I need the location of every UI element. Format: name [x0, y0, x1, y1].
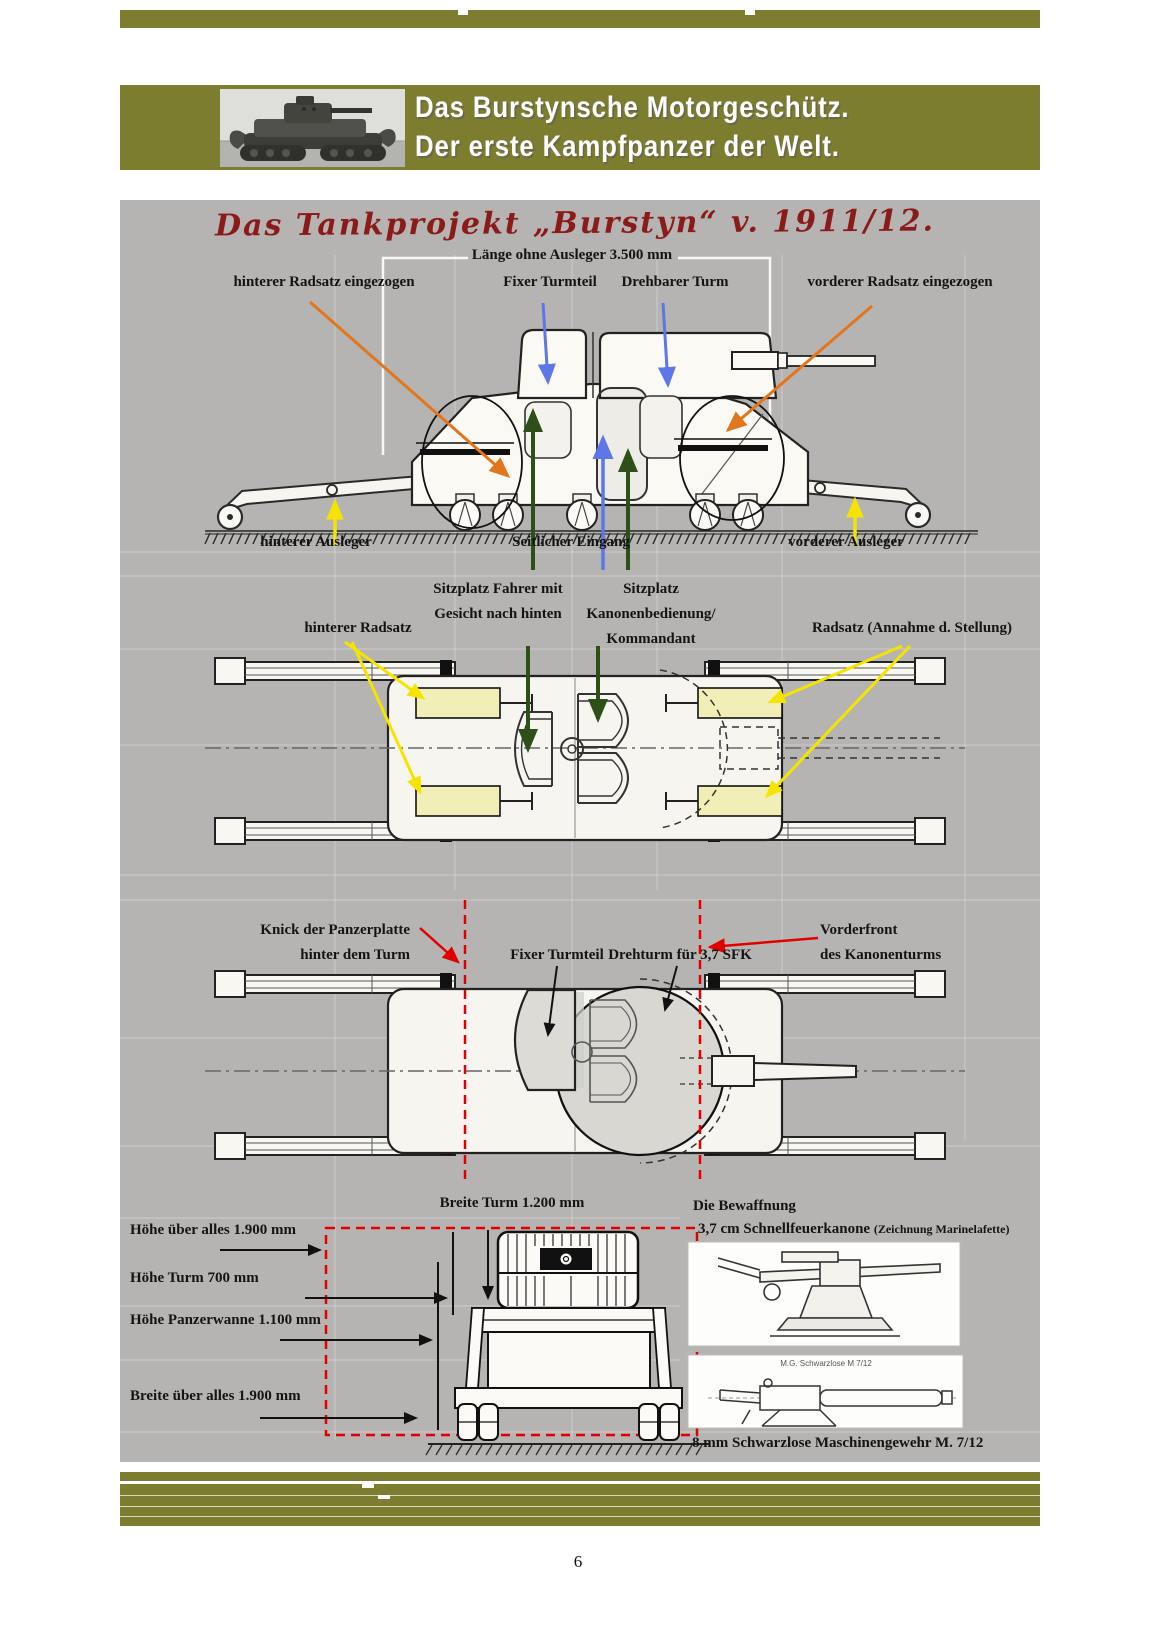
label-front-face-1: Vorderfront — [820, 922, 898, 938]
label-armor-bend-2: hinter dem Turm — [300, 947, 410, 963]
label-side-entrance: Seitlicher Eingang — [512, 534, 630, 550]
figure-panel — [120, 200, 1040, 1462]
gun-name: 3,7 cm Schnellfeuerkanone — [698, 1221, 871, 1237]
label-gunner-seat-3: Kommandant — [606, 631, 696, 647]
footer-hairline — [120, 1495, 1040, 1496]
label-overall-width: Breite über alles 1.900 mm — [130, 1388, 301, 1404]
label-turret-width: Breite Turm 1.200 mm — [439, 1195, 585, 1211]
page-header — [120, 85, 1040, 170]
turret-top-view-drawing — [205, 900, 965, 1185]
label-gunner-seat-2: Kanonenbedienung/ — [586, 606, 716, 622]
label-turret-height: Höhe Turm 700 mm — [130, 1270, 259, 1286]
gun-figure — [688, 1242, 960, 1346]
label-armament-title: Die Bewaffnung — [693, 1198, 796, 1214]
label-rear-wheelset: hinterer Radsatz — [304, 620, 412, 636]
front-view-drawing — [220, 1228, 710, 1455]
page-number: 6 — [573, 1552, 583, 1571]
footer-notch — [362, 1484, 374, 1488]
footer-hairline — [120, 1506, 1040, 1507]
top-view-drawing — [205, 642, 965, 844]
label-rear-wheelset-retracted: hinterer Radsatz eingezogen — [233, 274, 415, 290]
fixed-turret-top — [515, 990, 575, 1090]
label-gun — [698, 1221, 1009, 1238]
label-wheelset-position: Radsatz (Annahme d. Stellung) — [811, 620, 1013, 636]
header-title-line1: Das Burstynsche Motorgeschütz. — [415, 91, 850, 124]
label-hull-height: Höhe Panzerwanne 1.100 mm — [130, 1312, 321, 1328]
tank-photo — [220, 89, 405, 167]
label-rear-outrigger: hinterer Ausleger — [260, 534, 372, 550]
rule-notch — [458, 10, 468, 15]
figure-title: Das Tankprojekt „Burstyn“ v. 1911/12. — [214, 203, 936, 244]
footer-band — [120, 1484, 1040, 1526]
label-front-outrigger: vorderer Ausleger — [788, 534, 904, 550]
fixed-turret-side — [518, 330, 586, 398]
rule-notch — [745, 10, 755, 15]
label-fixed-turret: Fixer Turmteil — [503, 274, 597, 290]
label-length: Länge ohne Ausleger 3.500 mm — [471, 247, 673, 263]
label-driver-seat-1: Sitzplatz Fahrer mit — [433, 581, 563, 597]
label-overall-height: Höhe über alles 1.900 mm — [130, 1222, 296, 1238]
header-title-line2: Der erste Kampfpanzer der Welt. — [415, 130, 840, 163]
top-rule — [120, 10, 1040, 28]
footer-hairline — [120, 1516, 1040, 1517]
side-view-drawing — [205, 302, 978, 570]
label-rotating-turret: Drehbarer Turm — [621, 274, 729, 290]
label-gunner-seat-1: Sitzplatz — [623, 581, 679, 597]
rear-outrigger — [218, 476, 425, 529]
label-machine-gun: 8 mm Schwarzlose Maschinengewehr M. 7/12 — [692, 1435, 984, 1451]
label-front-wheelset-retracted: vorderer Radsatz eingezogen — [807, 274, 993, 290]
mg-figure-caption: M.G. Schwarzlose M 7/12 — [780, 1359, 872, 1368]
label-fixed-turret-2: Fixer Turmteil — [510, 947, 604, 963]
label-driver-seat-2: Gesicht nach hinten — [434, 606, 562, 622]
machine-gun-figure — [688, 1355, 963, 1428]
label-rotating-turret-2: Drehturm für 3,7 SFK — [608, 947, 752, 963]
label-front-face-2: des Kanonenturms — [820, 947, 942, 963]
label-armor-bend-1: Knick der Panzerplatte — [260, 922, 410, 938]
footer-rule — [120, 1472, 1040, 1481]
gun-note: (Zeichnung Marinelafette) — [873, 1222, 1010, 1236]
footer-notch — [378, 1495, 390, 1499]
